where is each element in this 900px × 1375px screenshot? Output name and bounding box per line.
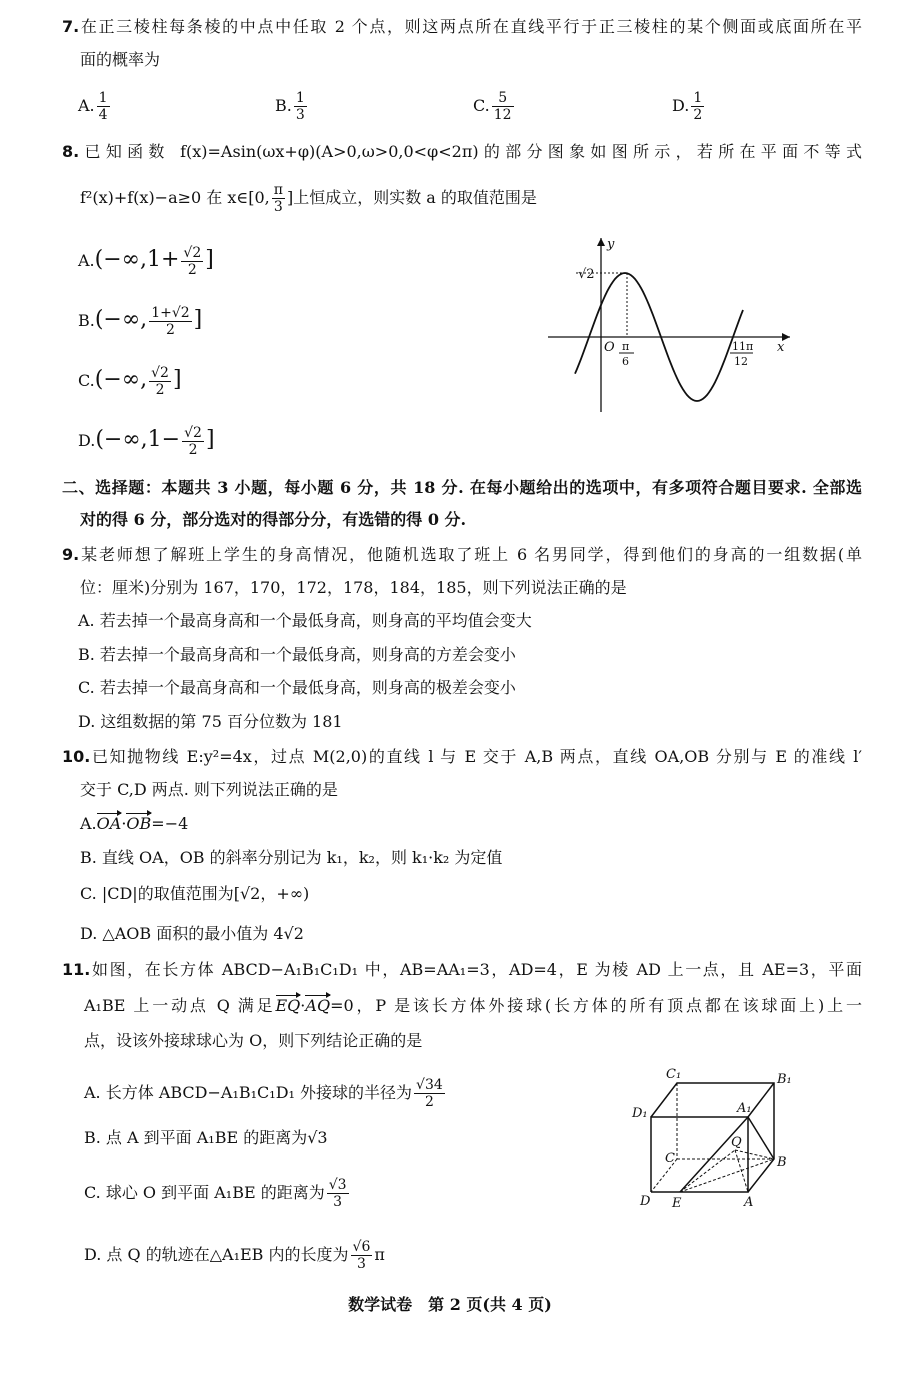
q9-option-a: A. 若去掉一个最高身高和一个最低身高，则身高的平均值会变大 — [78, 611, 532, 630]
q9-option-d: D. 这组数据的第 75 百分位数为 181 — [78, 712, 343, 731]
q10-option-b: B. 直线 OA，OB 的斜率分别记为 k₁，k₂，则 k₁·k₂ 为定值 — [80, 848, 503, 867]
cuboid-figure — [651, 1083, 774, 1192]
q10-option-d: D. △AOB 面积的最小值为 4√2 — [80, 924, 304, 943]
q7-line2: 面的概率为 — [80, 50, 161, 69]
q7-line1: 7.在正三棱柱每条棱的中点中任取 2 个点，则这两点所在直线平行于正三棱柱的某个侧面或底面所在平 — [62, 17, 862, 36]
amp-label: √2 — [578, 267, 595, 282]
y-label: y — [607, 237, 615, 252]
page-footer: 数学试卷 第 2 页(共 4 页) — [348, 1295, 552, 1314]
y-axis-arrow — [597, 238, 605, 246]
svg-text:E: E — [672, 1196, 682, 1211]
svg-text:D: D — [640, 1194, 651, 1209]
q8-line2: f²(x)+f(x)−a≥0 在 x∈[0, $\frac{\pi}{3}$ ]上恒成立，则实数 a 的取值范围是 — [80, 182, 537, 215]
svg-text:A₁: A₁ — [737, 1101, 752, 1116]
q8-option-b: B.(−∞, $\frac{1+√2}{2}$ ] — [78, 305, 203, 338]
svg-text:π: π — [622, 340, 630, 353]
q11-option-b: B. 点 A 到平面 A₁BE 的距离为√3 — [84, 1128, 328, 1147]
svg-text:D₁: D₁ — [632, 1106, 648, 1121]
q11-line3: 点，设该外接球球心为 O，则下列结论正确的是 — [84, 1031, 423, 1050]
q7-option-c: C. $\frac{5}{12}$ — [473, 90, 512, 123]
q11-line2: A₁BE 上一动点 Q 满足EQ·AQ=0，P 是该长方体外接球(长方体的所有顶点都在该球面上)上一 — [84, 996, 862, 1015]
q7-option-b: B. $\frac{1}{3}$ — [275, 90, 305, 123]
svg-text:A: A — [744, 1195, 754, 1210]
q9-line1: 9.某老师想了解班上学生的身高情况，他随机选取了班上 6 名男同学，得到他们的身高的一组数据(单 — [62, 545, 862, 564]
q10-option-c: C. |CD|的取值范围为[√2，+∞) — [80, 884, 310, 903]
svg-text:6: 6 — [622, 355, 629, 368]
q9-option-b: B. 若去掉一个最高身高和一个最低身高，则身高的方差会变小 — [78, 645, 516, 664]
section2-line1: 二、选择题：本题共 3 小题，每小题 6 分，共 18 分. 在每小题给出的选项中，有多项符合题目要求. 全部选 — [62, 478, 862, 497]
svg-text:Q: Q — [731, 1135, 742, 1150]
q7-option-a: A. $\frac{1}{4}$ — [78, 90, 108, 123]
section2-line2: 对的得 6 分，部分选对的得部分分，有选错的得 0 分. — [80, 510, 467, 529]
q8-option-a: A.(−∞,1+ $\frac{√2}{2}$ ] — [78, 245, 214, 278]
q11-line1: 11.如图，在长方体 ABCD−A₁B₁C₁D₁ 中，AB=AA₁=3，AD=4，E 为棱 AD 上一点，且 AE=3，平面 — [62, 960, 862, 979]
q10-line2: 交于 C,D 两点. 则下列说法正确的是 — [80, 780, 338, 799]
svg-text:12: 12 — [734, 355, 748, 368]
origin-label: O — [604, 340, 615, 355]
svg-text:B₁: B₁ — [777, 1072, 792, 1087]
sine-graph — [548, 238, 790, 412]
q8-line1: 8.已知函数 f(x)=Asin(ωx+φ)(A>0,ω>0,0<φ<2π)的部分图象如图所示，若所在平面不等式 — [62, 142, 862, 161]
svg-text:C₁: C₁ — [666, 1067, 682, 1082]
q8-option-c: C.(−∞, $\frac{√2}{2}$ ] — [78, 365, 182, 398]
q7-option-d: D. $\frac{1}{2}$ — [672, 90, 703, 123]
q10-line1: 10.已知抛物线 E:y²=4x，过点 M(2,0)的直线 l 与 E 交于 A,B 两点，直线 OA,OB 分别与 E 的准线 l′ — [62, 747, 862, 766]
x-label: x — [777, 340, 785, 355]
q11-option-a: A. 长方体 ABCD−A₁B₁C₁D₁ 外接球的半径为 $\frac{√34}{2}$ — [84, 1077, 443, 1110]
q11-option-d: D. 点 Q 的轨迹在△A₁EB 内的长度为 $\frac{√6}{3}$ π — [84, 1239, 385, 1272]
svg-text:C: C — [665, 1151, 675, 1166]
svg-text:B: B — [777, 1155, 787, 1170]
q10-option-a: A.OA·OB=−4 — [80, 814, 189, 833]
q9-line2: 位：厘米)分别为 167，170，172，178，184，185，则下列说法正确的是 — [80, 578, 627, 597]
svg-text:11π: 11π — [732, 340, 754, 353]
q8-option-d: D.(−∞,1− $\frac{√2}{2}$ ] — [78, 425, 215, 458]
q11-option-c: C. 球心 O 到平面 A₁BE 的距离为 $\frac{√3}{3}$ — [84, 1177, 347, 1210]
q9-option-c: C. 若去掉一个最高身高和一个最低身高，则身高的极差会变小 — [78, 678, 516, 697]
